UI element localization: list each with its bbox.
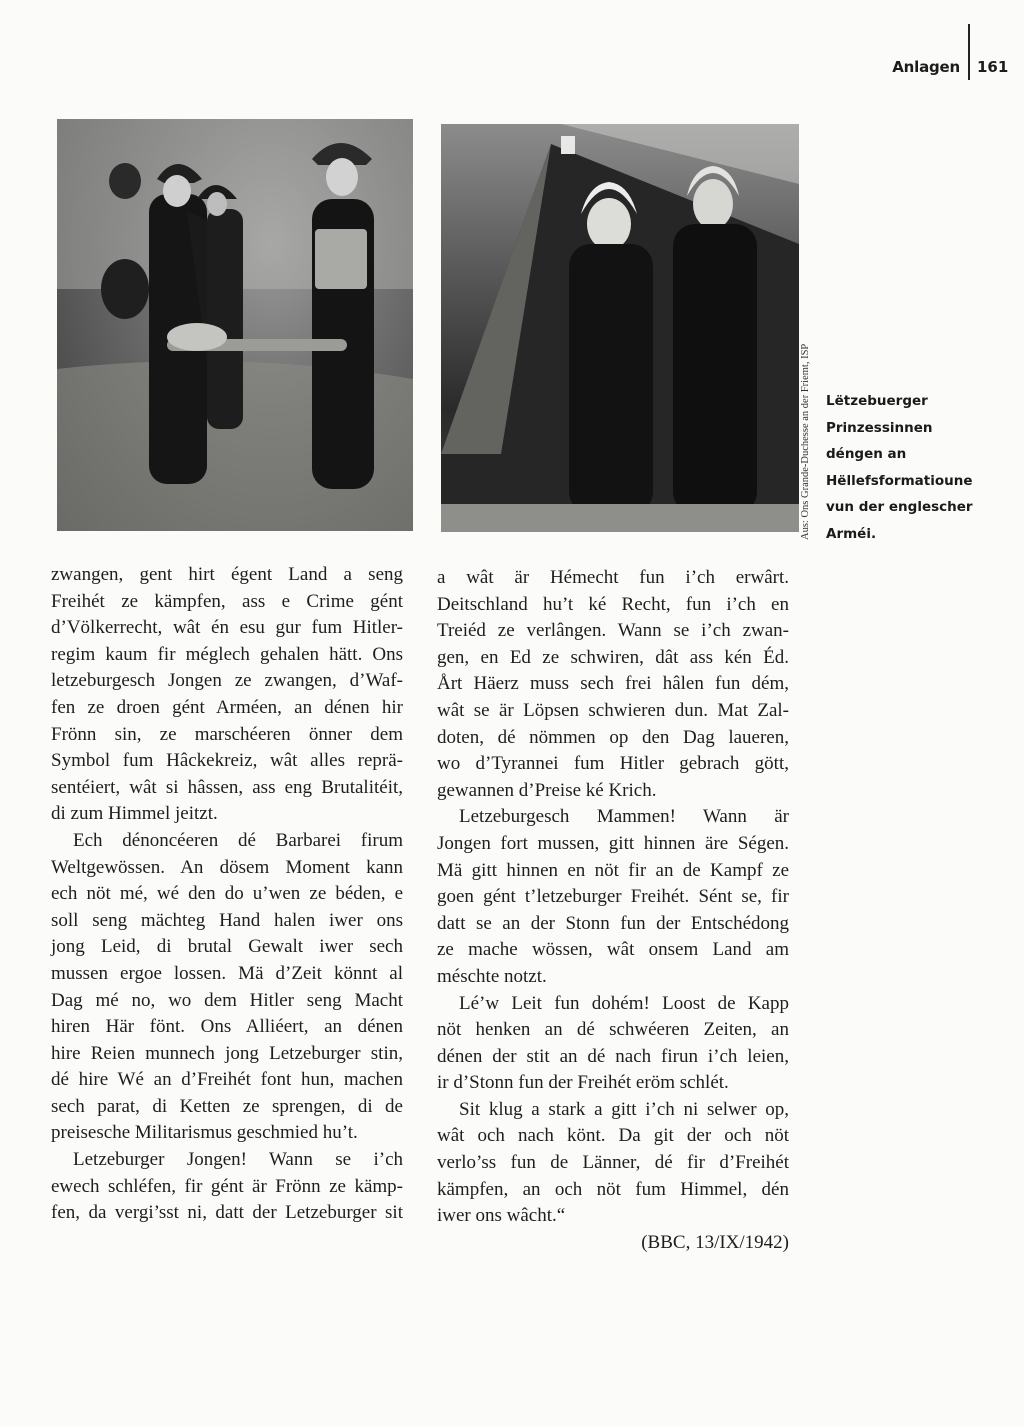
text-line: Mä gitt hinnen en nöt fir an de Kampf ze [437, 859, 789, 881]
text-line: sentéiert, wât si hâssen, ass eng Brutalitéit, [51, 776, 403, 798]
text-line: Årt Häerz muss sech frei hâlen fun dém, [437, 673, 789, 695]
text-line: zwangen, gent hirt égent Land a seng [51, 564, 403, 585]
source-citation: (BBC, 13/IX/1942) [641, 1231, 789, 1253]
photo-women-at-tent [441, 124, 799, 532]
text-line: méschte notzt. [437, 965, 547, 987]
text-line: dé hire Wé an d’Freihét font hun, machen [51, 1069, 403, 1091]
text-line: wât se är Löpsen schwieren dun. Mat Zal- [437, 699, 789, 721]
text-line: Symbol fum Hâckekreiz, wât alles reprä- [51, 750, 403, 772]
text-line: ech nöt mé, wé den do u’wen ze béden, e [51, 883, 403, 905]
text-line: jong Leid, di brutal Gewalt iwer sech [51, 936, 403, 958]
text-line: d’Völkerrecht, wât én esu gur fum Hitler- [51, 617, 403, 639]
caption-line: Prinzessinnen [826, 419, 933, 436]
text-line: wo d’Tyrannei fum Hitler gebrach gött, [437, 753, 789, 775]
text-line: a wât är Hémecht fun i’ch erwârt. [437, 567, 789, 588]
body-text-right-column [437, 565, 789, 1256]
photo-credit: Aus: Ons Grande-Duchesse an der Friemt, ISP [800, 343, 811, 540]
text-line: Sit klug a stark a gitt i’ch ni selwer op, [459, 1098, 789, 1120]
caption-line: déngen an [826, 446, 907, 462]
text-line: regim kaum fir méglech gehalen hätt. Ons [51, 643, 403, 665]
text-line: Freihét ze kämpfen, ass e Crime gént [51, 590, 403, 612]
text-line: Jongen fort mussen, gitt hinnen äre Ségen. [437, 832, 789, 854]
text-line: fen, da vergi’sst ni, datt der Letzeburger sit [51, 1202, 403, 1224]
text-line: letzeburgesch Jongen ze zwangen, d’Waf- [51, 670, 403, 692]
body-text-left-column [51, 562, 403, 1227]
text-line: goen gént t’letzeburger Freihét. Sént se, fir [437, 886, 789, 908]
header-divider [968, 24, 970, 80]
text-line: sech parat, di Ketten ze sprengen, di de [51, 1095, 403, 1117]
text-line: iwer ons wâcht.“ [437, 1205, 566, 1227]
text-line: dénen der stit an dé nach firun i’ch leien, [437, 1045, 789, 1067]
caption-line: Hëllefsformatioune [826, 472, 973, 489]
caption-line: Arméi. [826, 525, 877, 542]
text-line: fen ze droen gént Arméen, an dénen hir [51, 696, 403, 718]
text-line: verlo’ss fun de Länner, dé fir d’Freihét [437, 1152, 789, 1174]
text-line: Frönn sin, ze marschéeren önner dem [51, 723, 403, 745]
text-line: Treiéd ze verlângen. Wann se i’ch zwan- [437, 620, 789, 642]
text-line: preisesche Militarismus geschmied hu’t. [51, 1122, 358, 1144]
text-line: hiren Här fönt. Ons Alliéert, an dénen [51, 1016, 403, 1038]
text-line: Letzeburger Jongen! Wann se i’ch [73, 1149, 403, 1171]
text-line: ir d’Stonn fun der Freihét eröm schlét. [437, 1072, 729, 1094]
text-line: doten, dé nömmen op den Dag laueren, [437, 726, 789, 748]
text-line: mussen ergoe lossen. Mä d’Zeit könnt al [51, 962, 403, 984]
text-line: soll seng mächteg Hand halen iwer ons [51, 909, 403, 931]
text-line: hire Reien munnech jong Letzeburger stin, [51, 1042, 403, 1064]
text-line: gewannen d’Preise ké Krich. [437, 779, 657, 801]
text-line: Lé’w Leit fun dohém! Loost de Kapp [459, 992, 789, 1014]
text-line: Ech dénoncéeren dé Barbarei firum [73, 829, 403, 851]
caption-line: Lëtzebuerger [826, 393, 928, 409]
text-line: Letzeburgesch Mammen! Wann är [459, 806, 789, 828]
text-line: nöt henken an dé schwéeren Zeiten, an [437, 1019, 789, 1041]
text-line: Dag mé no, wo dem Hitler seng Macht [51, 989, 403, 1011]
caption-line: vun der englescher [826, 499, 973, 515]
text-line: Weltgewössen. An dösem Moment kann [51, 856, 403, 878]
page-number: 161 [977, 58, 1009, 76]
photo-stretcher-bearers [57, 119, 413, 531]
text-line: di zum Himmel jeitzt. [51, 803, 218, 825]
text-line: datt se an der Stonn fun der Entschédong [437, 912, 789, 934]
text-line: gen, en Ed ze schwiren, dât ass kén Éd. [437, 646, 789, 668]
text-line: Deitschland hu’t ké Recht, fun i’ch en [437, 593, 789, 615]
text-line: ze mache wössen, wât onsem Land am [437, 939, 789, 961]
running-header-section: Anlagen [892, 58, 960, 76]
text-line: wât och nach könt. Da git der och nöt [437, 1125, 789, 1147]
text-line: ewech schléfen, fir gént är Frönn ze kämp- [51, 1175, 403, 1197]
text-line: kämpfen, an och nöt fum Himmel, dén [437, 1178, 789, 1200]
figure-caption [826, 388, 996, 547]
